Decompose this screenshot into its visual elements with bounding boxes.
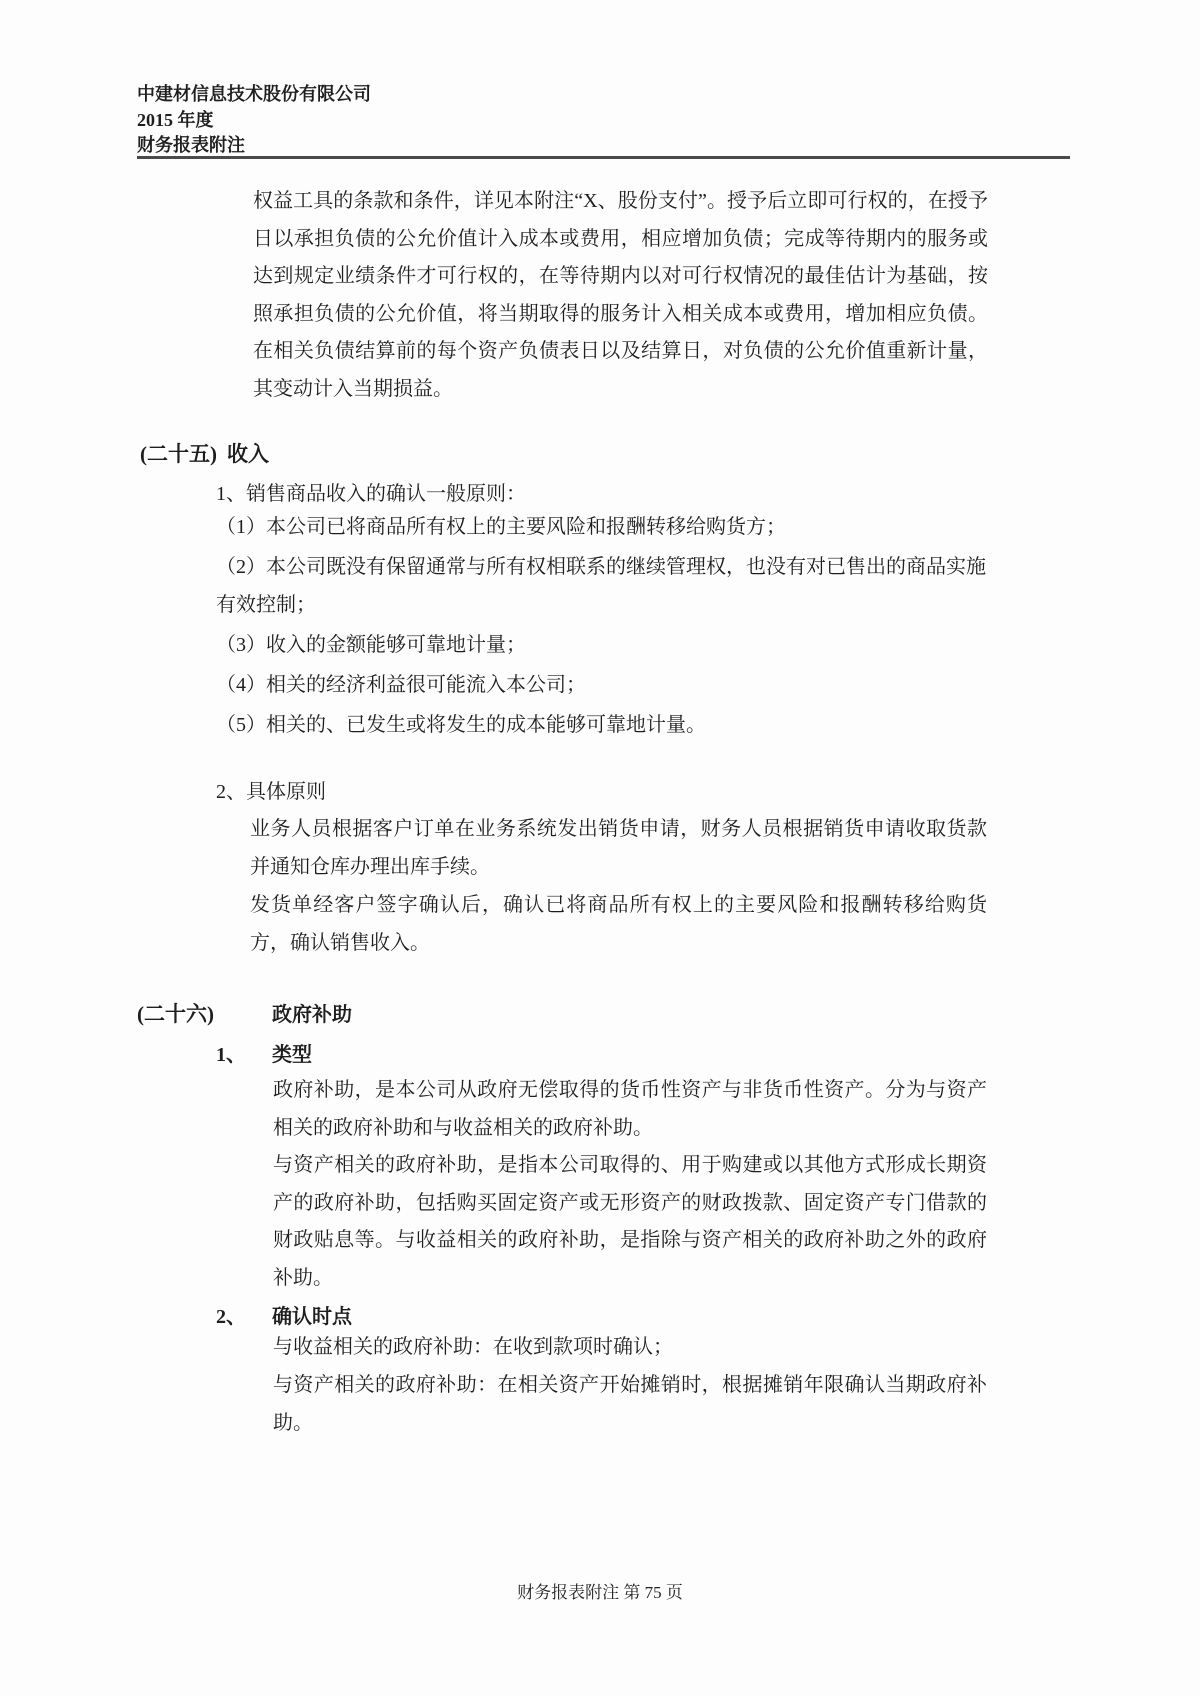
section-26-heading [137, 998, 352, 1028]
section-25-title: 收入 [227, 442, 269, 466]
section-25-number: (二十五) [140, 442, 217, 466]
section-26-sub2-heading [216, 1300, 352, 1329]
principle-item: （1）本公司已将商品所有权上的主要风险和报酬转移给购货方； [216, 516, 786, 538]
sub2-paragraph: 发货单经客户签字确认后，确认已将商品所有权上的主要风险和报酬转移给购货方，确认销售收入。 [250, 894, 987, 954]
principle-item: （4）相关的经济利益很可能流入本公司； [216, 674, 586, 696]
page-footer: 财务报表附注 第 75 页 [517, 1583, 683, 1602]
report-year: 2015 年度 [137, 109, 214, 130]
section-25-heading [140, 438, 269, 468]
principle-item: （5）相关的、已发生或将发生的成本能够可靠地计量。 [216, 714, 706, 736]
sub2-paragraph: 业务人员根据客户订单在业务系统发出销货申请，财务人员根据销货申请收取货款并通知仓库办理出库手续。 [250, 818, 987, 878]
sub1-number: 1、 [216, 1044, 246, 1066]
principle-item: （2）本公司既没有保留通常与所有权相联系的继续管理权，也没有对已售出的商品实施有效控制； [216, 556, 986, 616]
sub1-title: 类型 [272, 1044, 312, 1066]
section-25-sub1-label: 1、销售商品收入的确认一般原则： [216, 483, 526, 505]
section-25-sub2-body [250, 810, 987, 962]
intro-paragraph: 权益工具的条款和条件，详见本附注“X、股份支付”。授予后立即可行权的，在授予日以承担负债的公允价值计入成本或费用，相应增加负债；完成等待期内的服务或达到规定业绩条件才可行权的，在等待期内以对可行权情况的最佳估计为基础，按照承担负债的公允价值，将当期取得的服务计入相关成本或费用，增加相应负债。在相关负债结算前的每个资产负债表日以及结算日，对负债的公允价值重新计量，其变动计入当期损益。 [253, 190, 988, 400]
section-26-sub1-body [273, 1072, 987, 1297]
sub2-line: 与资产相关的政府补助：在相关资产开始摊销时，根据摊销年限确认当期政府补助。 [273, 1374, 987, 1434]
sub1-paragraph: 与资产相关的政府补助，是指本公司取得的、用于购建或以其他方式形成长期资产的政府补助，包括购买固定资产或无形资产的财政拨款、固定资产专门借款的财政贴息等。与收益相关的政府补助，是指除与资产相关的政府补助之外的政府补助。 [273, 1154, 987, 1289]
section-26-title: 政府补助 [272, 1004, 352, 1026]
section-26-sub2-body [273, 1328, 987, 1442]
section-25-principles [216, 508, 986, 746]
page-header [137, 82, 371, 159]
sub2-title: 确认时点 [272, 1306, 352, 1328]
section-26-number: (二十六) [137, 1002, 214, 1026]
document-title: 财务报表附注 [137, 135, 245, 155]
sub2-number: 2、 [216, 1306, 246, 1328]
section-26-sub1-heading [216, 1038, 312, 1067]
sub2-line: 与收益相关的政府补助：在收到款项时确认； [273, 1336, 673, 1358]
sub1-paragraph: 政府补助，是本公司从政府无偿取得的货币性资产与非货币性资产。分为与资产相关的政府补助和与收益相关的政府补助。 [273, 1079, 987, 1139]
company-name: 中建材信息技术股份有限公司 [137, 84, 371, 104]
principle-item: （3）收入的金额能够可靠地计量； [216, 634, 526, 656]
section-25-sub2-label: 2、具体原则 [216, 781, 326, 803]
header-divider [137, 156, 1070, 159]
